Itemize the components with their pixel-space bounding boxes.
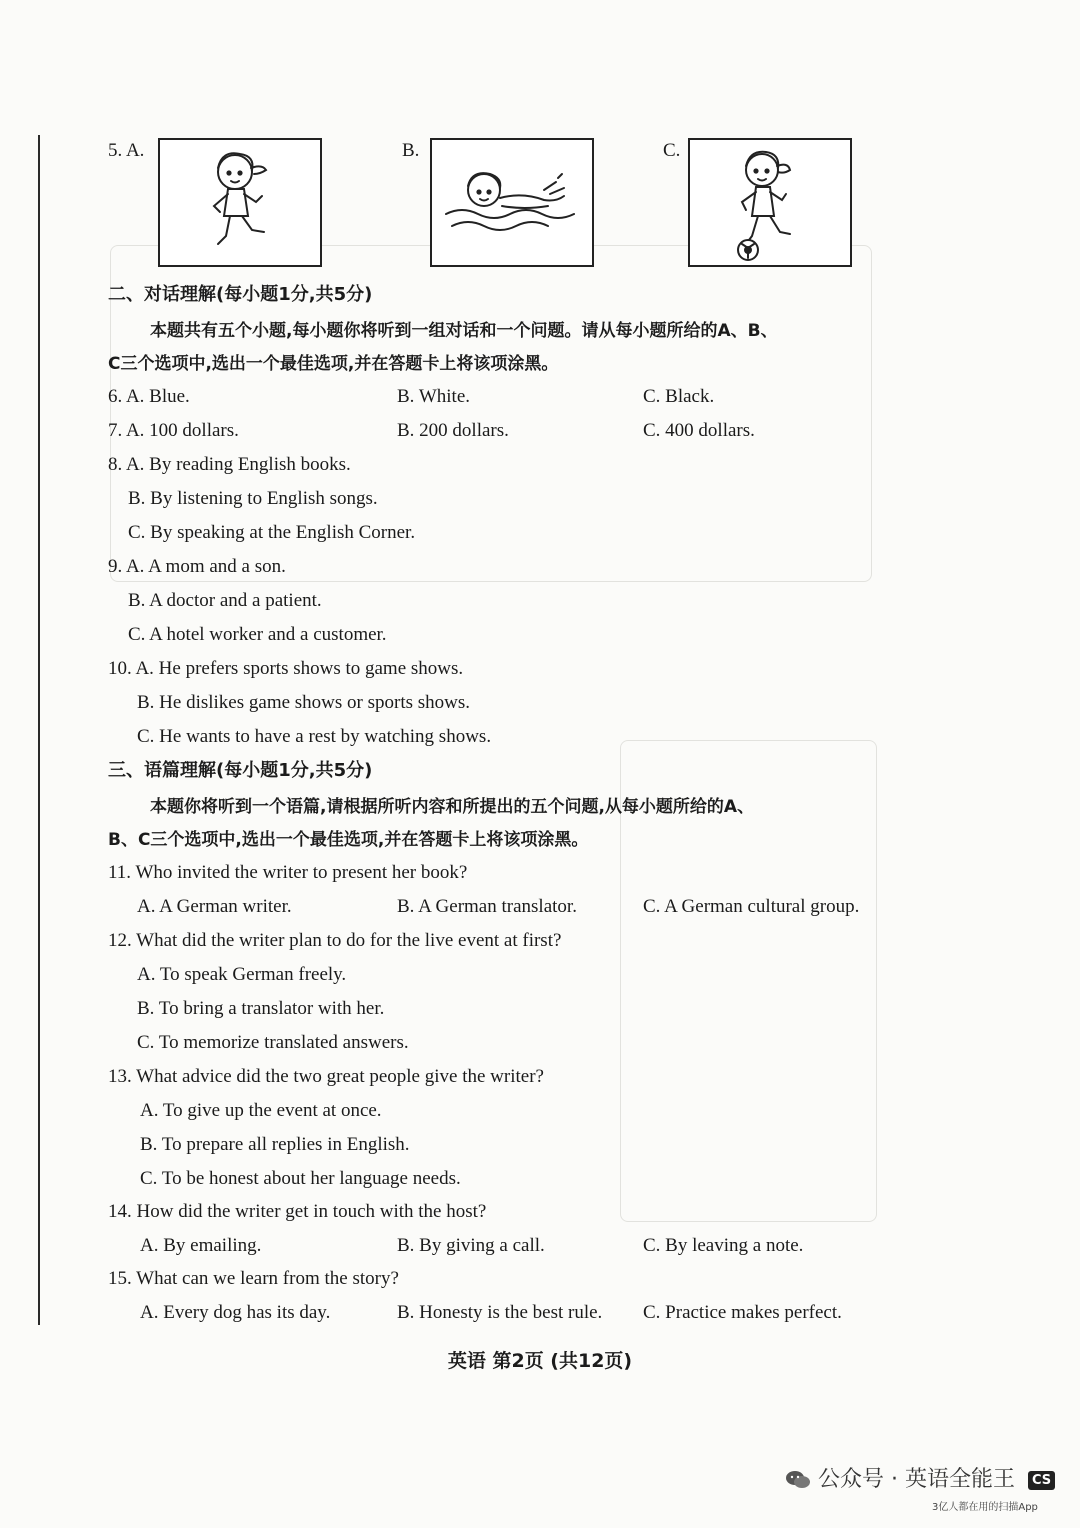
q6-option-c: C. Black.: [643, 386, 715, 407]
q11-option-b: B. A German translator.: [397, 896, 577, 917]
running-girl-icon: [160, 140, 320, 265]
section-2-instruction-1: 本题共有五个小题,每小题你将听到一组对话和一个问题。请从每小题所给的A、B、: [150, 321, 778, 341]
q15-option-c: C. Practice makes perfect.: [643, 1302, 842, 1323]
q5-label-a: 5. A.: [108, 140, 145, 161]
picture-c: [688, 138, 852, 267]
section-2-instruction-2: C三个选项中,选出一个最佳选项,并在答题卡上将该项涂黑。: [108, 354, 559, 374]
section-3-instruction-1: 本题你将听到一个语篇,请根据所听内容和所提出的五个问题,从每小题所给的A、: [150, 797, 755, 817]
q11-option-a: A. A German writer.: [137, 896, 292, 917]
q8-option-a: 8. A. By reading English books.: [108, 454, 351, 475]
q9-option-a: 9. A. A mom and a son.: [108, 556, 286, 577]
q10-option-b: B. He dislikes game shows or sports shows.: [137, 692, 471, 713]
page-footer: 英语 第2页 (共12页): [447, 1350, 633, 1372]
q13-option-c: C. To be honest about her language needs.: [140, 1168, 461, 1189]
q13-option-a: A. To give up the event at once.: [140, 1100, 382, 1121]
section-2-title: 二、对话理解(每小题1分,共5分): [108, 284, 373, 305]
q15-question: 15. What can we learn from the story?: [108, 1268, 399, 1289]
swimming-girl-icon: [432, 140, 592, 265]
picture-b: [430, 138, 594, 267]
q5-label-c: C.: [663, 140, 681, 161]
q13-option-b: B. To prepare all replies in English.: [140, 1134, 410, 1155]
q14-option-b: B. By giving a call.: [397, 1235, 545, 1256]
q11-question: 11. Who invited the writer to present her book?: [108, 862, 468, 883]
q15-option-a: A. Every dog has its day.: [140, 1302, 331, 1323]
camscanner-badge: CS: [1028, 1471, 1055, 1490]
q7-option-a: 7. A. 100 dollars.: [108, 420, 239, 441]
q12-option-b: B. To bring a translator with her.: [137, 998, 385, 1019]
q9-option-c: C. A hotel worker and a customer.: [128, 624, 387, 645]
watermark: [785, 1462, 1055, 1493]
q8-option-b: B. By listening to English songs.: [128, 488, 378, 509]
section-3-instruction-2: B、C三个选项中,选出一个最佳选项,并在答题卡上将该项涂黑。: [108, 830, 589, 850]
q8-option-c: C. By speaking at the English Corner.: [128, 522, 416, 543]
q5-label-b: B.: [402, 140, 420, 161]
q11-option-c: C. A German cultural group.: [643, 896, 860, 917]
q10-option-c: C. He wants to have a rest by watching shows.: [137, 726, 492, 747]
wechat-icon: [785, 1469, 811, 1491]
q13-question: 13. What advice did the two great people give the writer?: [108, 1066, 544, 1087]
q12-option-c: C. To memorize translated answers.: [137, 1032, 409, 1053]
q14-option-c: C. By leaving a note.: [643, 1235, 804, 1256]
football-girl-icon: [690, 140, 850, 265]
q9-option-b: B. A doctor and a patient.: [128, 590, 322, 611]
q6-option-a: 6. A. Blue.: [108, 386, 190, 407]
picture-a: [158, 138, 322, 267]
section-3-title: 三、语篇理解(每小题1分,共5分): [108, 760, 373, 781]
q15-option-b: B. Honesty is the best rule.: [397, 1302, 603, 1323]
q12-option-a: A. To speak German freely.: [137, 964, 347, 985]
margin-line: [38, 135, 40, 1325]
q12-question: 12. What did the writer plan to do for the live event at first?: [108, 930, 562, 951]
q14-question: 14. How did the writer get in touch with the host?: [108, 1201, 487, 1222]
q7-option-b: B. 200 dollars.: [397, 420, 509, 441]
watermark-text: 公众号 · 英语全能王: [818, 1467, 1015, 1492]
watermark-subtext: 3亿人都在用的扫描App: [932, 1502, 1038, 1513]
q7-option-c: C. 400 dollars.: [643, 420, 755, 441]
q6-option-b: B. White.: [397, 386, 471, 407]
q10-option-a: 10. A. He prefers sports shows to game shows.: [108, 658, 464, 679]
q14-option-a: A. By emailing.: [140, 1235, 262, 1256]
